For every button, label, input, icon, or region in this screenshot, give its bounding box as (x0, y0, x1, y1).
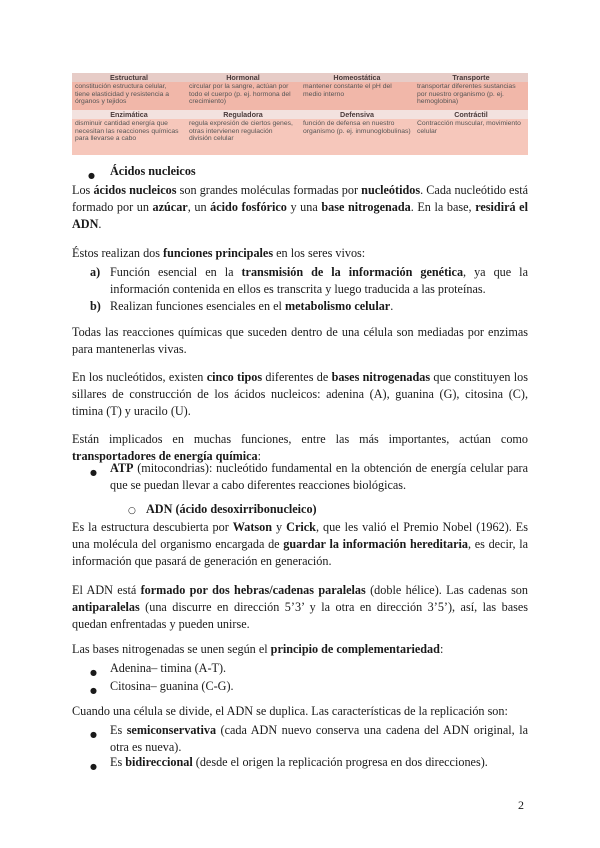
section-heading-acidos: Ácidos nucleicos (110, 164, 196, 178)
list-item-atp: ATP (mitocondrias): nucleótido fundamental en la obtención de energía celular para que se puedan llevar a cabo diferentes reacciones biológicas. (110, 461, 528, 492)
table-row (72, 82, 528, 110)
circle-bullet-icon: ○ (128, 506, 136, 516)
list-marker: b) (90, 299, 101, 313)
table-cell: transportar diferentes sustancias por nuestro organismo (p. ej. hemoglobina) (414, 82, 528, 110)
table-cell: Reguladora (186, 110, 300, 119)
section-heading-adn: ADN (ácido desoxirribonucleico) (146, 502, 317, 516)
paragraph-replicacion: Cuando una célula se divide, el ADN se duplica. Las características de la replicación son: (72, 704, 508, 718)
table-row (72, 110, 528, 119)
paragraph-complementariedad: Las bases nitrogenadas se unen según el principio de complementariedad: (72, 642, 444, 656)
list-item-semiconservativa: Es semiconservativa (cada ADN nuevo conserva una cadena del ADN original, la otra es nueva). (110, 723, 529, 754)
table-row (72, 73, 528, 82)
table-cell: Hormonal (186, 73, 300, 82)
bullet-icon: ● (88, 171, 95, 180)
list-marker: a) (90, 265, 101, 279)
paragraph-bases: En los nucleótidos, existen cinco tipos diferentes de bases nitrogenadas que constituyen los sillares de construcción de los ácidos nucleicos: adenina (A), guanina (G), citosina (C), timina (T) y uracilo (U). (72, 370, 529, 418)
table-cell: disminuir cantidad energía que necesitan las reacciones químicas para llevarse a cabo (72, 119, 186, 155)
table-cell: función de defensa en nuestro organismo (p. ej. inmunoglobulinas) (300, 119, 414, 155)
table-cell: Enzimática (72, 110, 186, 119)
bullet-icon: ● (90, 686, 97, 695)
table-row (72, 119, 528, 155)
paragraph-funciones-energia: Están implicados en muchas funciones, entre las más importantes, actúan como transportadores de energía química: (72, 432, 528, 463)
paragraph-enzimas: Todas las reacciones químicas que suceden dentro de una célula son mediadas por enzimas para mantenerlas vivas. (72, 325, 528, 356)
table-cell: Transporte (414, 73, 528, 82)
paragraph-funciones: Éstos realizan dos funciones principales en los seres vivos: (72, 246, 366, 260)
list-item-pair: Adenina– timina (A-T). (110, 661, 227, 675)
table-cell: Contráctil (414, 110, 528, 119)
bullet-icon: ● (90, 762, 97, 771)
table-cell: Defensiva (300, 110, 414, 119)
list-item-bidireccional: Es bidireccional (desde el origen la replicación progresa en dos direcciones). (110, 755, 488, 769)
paragraph-doble-helice: El ADN está formado por dos hebras/cadenas paralelas (doble hélice). Las cadenas son antiparalelas (una discurre en dirección 5’3’ y la otra en dirección 3’5’), así, las bases quedan enfrentadas y pueden unirse. (72, 583, 528, 631)
bullet-icon: ● (90, 668, 97, 677)
table-cell: Estructural (72, 73, 186, 82)
table-cell: regula expresión de ciertos genes, otras intervienen regulación división celular (186, 119, 300, 155)
protein-functions-table (72, 73, 528, 155)
table-cell: constitución estructura celular, tiene elasticidad y resistencia a órganos y tejidos (72, 82, 186, 110)
paragraph-acidos-definition: Los ácidos nucleicos son grandes moléculas formadas por nucleótidos. Cada nucleótido está formado por un azúcar, un ácido fosfórico y una base nitrogenada. En la base, residirá el ADN. (72, 183, 529, 231)
list-item-b: Realizan funciones esenciales en el metabolismo celular. (110, 299, 394, 313)
paragraph-adn-definition: Es la estructura descubierta por Watson y Crick, que les valió el Premio Nobel (1962). Es una molécula del organismo encargada de guardar la información hereditaria, es decir, la información que pasará de generación en generación. (72, 520, 528, 568)
table-cell: circular por la sangre, actúan por todo el cuerpo (p. ej. hormona del crecimiento) (186, 82, 300, 110)
table-cell: Homeostática (300, 73, 414, 82)
page-number: 2 (518, 798, 524, 812)
list-item-pair: Citosina– guanina (C-G). (110, 679, 234, 693)
list-item-a: Función esencial en la transmisión de la información genética, ya que la información contenida en ellos es transcrita y luego traducida a las proteínas. (110, 265, 528, 296)
table-cell: Contracción muscular, movimiento celular (414, 119, 528, 155)
bullet-icon: ● (90, 468, 97, 477)
bullet-icon: ● (90, 730, 97, 739)
table-cell: mantener constante el pH del medio interno (300, 82, 414, 110)
